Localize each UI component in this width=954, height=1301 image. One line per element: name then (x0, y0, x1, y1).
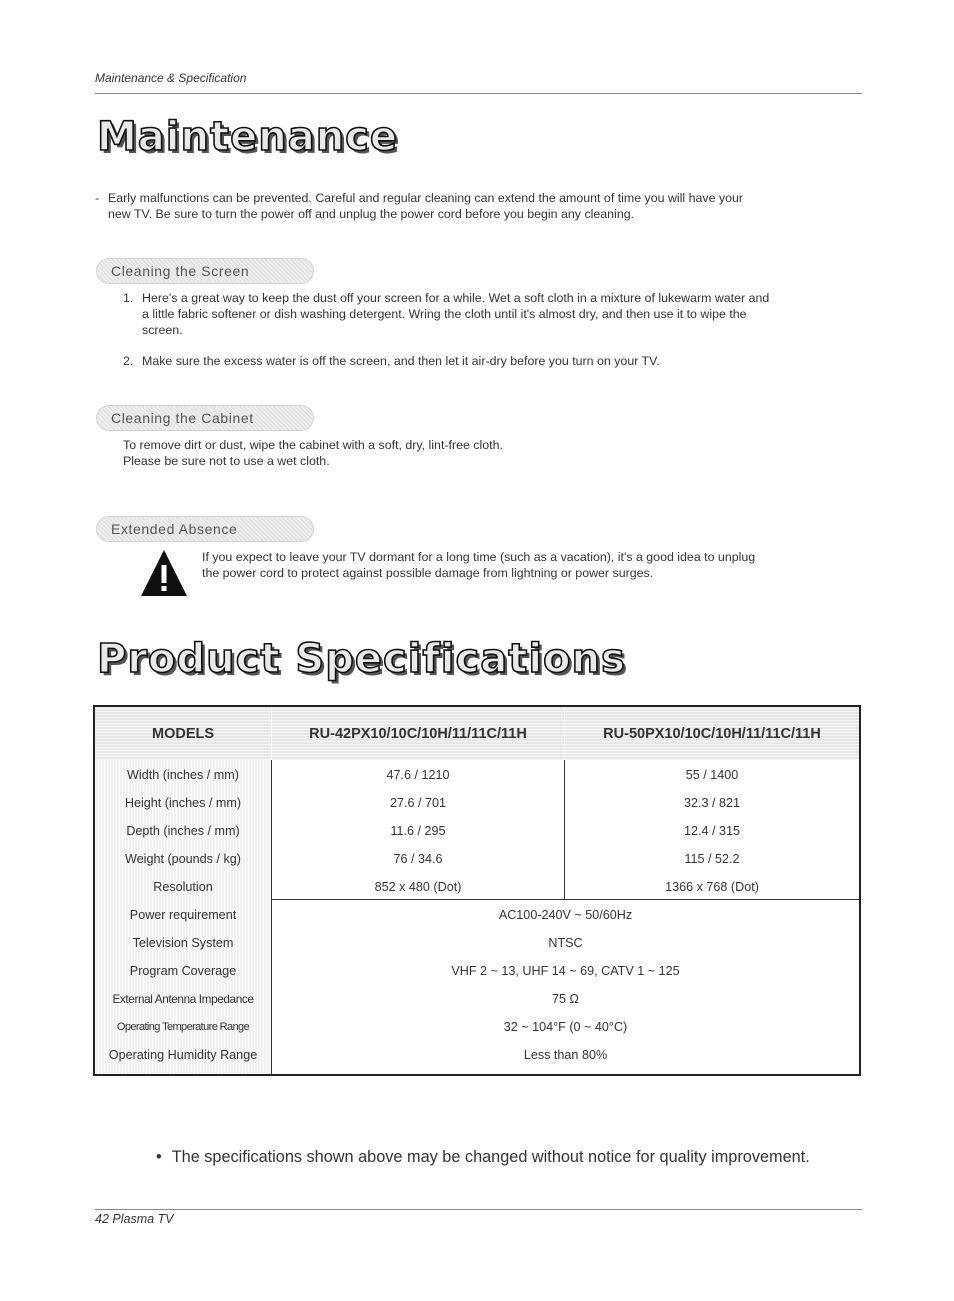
cleaning-screen-step-2 (123, 353, 823, 369)
step-line: screen. (142, 323, 183, 337)
running-header: Maintenance & Specification (95, 71, 247, 85)
spec-value: AC100-240V ~ 50/60Hz (498, 908, 633, 922)
absence-line: If you expect to leave your TV dormant for a long time (such as a vacation), it's a good idea to unplug (202, 550, 756, 564)
spec-label: External Antenna Impedance (112, 992, 254, 1006)
maintenance-title: Maintenance (97, 114, 399, 160)
spec-label: Width (inches / mm) (127, 768, 239, 782)
warning-triangle-icon (139, 548, 189, 598)
spec-label: Operating Temperature Range (116, 1021, 250, 1033)
maintenance-intro (95, 190, 855, 222)
step-number: 1. (123, 291, 134, 305)
spec-value: 47.6 / 1210 (386, 768, 450, 782)
header-divider (95, 93, 862, 94)
absence-line: the power cord to protect against possible damage from lightning or power surges. (202, 566, 654, 580)
cabinet-line: To remove dirt or dust, wipe the cabinet with a soft, dry, lint-free cloth. (123, 438, 503, 452)
spec-value: Less than 80% (523, 1048, 608, 1062)
product-specifications-title: Product Specifications (97, 636, 626, 682)
spec-label: Resolution (153, 880, 213, 894)
cleaning-screen-heading (96, 258, 314, 284)
specification-note (156, 1148, 810, 1167)
spec-value: NTSC (548, 936, 583, 950)
bullet-dot: • (156, 1148, 162, 1166)
spec-label: Power requirement (129, 908, 237, 922)
spec-value: 27.6 / 701 (389, 796, 447, 810)
cleaning-cabinet-heading-label: Cleaning the Cabinet (111, 410, 254, 426)
spec-value: 55 / 1400 (685, 768, 739, 782)
cabinet-line: Please be sure not to use a wet cloth. (123, 454, 330, 468)
header-model-42: RU-42PX10/10C/10H/11/11C/11H (272, 707, 564, 760)
cleaning-screen-heading-label: Cleaning the Screen (111, 263, 250, 279)
step-line: Make sure the excess water is off the screen, and then let it air-dry before you turn on your TV. (142, 354, 660, 368)
spec-value: 12.4 / 315 (683, 824, 741, 838)
spec-value: 75 Ω (552, 992, 579, 1006)
intro-dash: - (95, 191, 100, 205)
spec-label: Height (inches / mm) (124, 796, 242, 810)
intro-line: Early malfunctions can be prevented. Careful and regular cleaning can extend the amount of time you will have your (108, 191, 744, 205)
extended-absence-heading (96, 516, 314, 542)
spec-value: 115 / 52.2 (684, 852, 740, 866)
spec-value: 32 ~ 104°F (0 ~ 40°C) (503, 1020, 628, 1034)
spec-value: 852 x 480 (Dot) (374, 880, 462, 894)
cleaning-screen-step-1 (123, 290, 823, 338)
header-models: MODELS (95, 707, 271, 760)
note-text: The specifications shown above may be changed without notice for quality improvement. (171, 1148, 810, 1166)
intro-line: new TV. Be sure to turn the power off and unplug the power cord before you begin any cleaning. (108, 207, 635, 221)
spec-label: Operating Humidity Range (108, 1048, 258, 1062)
spec-label: Television System (132, 936, 234, 950)
spec-label: Depth (inches / mm) (126, 824, 240, 838)
row-divider (272, 899, 859, 900)
spec-label: Program Coverage (129, 964, 237, 978)
extended-absence-heading-label: Extended Absence (111, 521, 238, 537)
spec-value: 11.6 / 295 (390, 824, 446, 838)
footer-divider (95, 1209, 862, 1210)
page-footer: 42 Plasma TV (95, 1212, 174, 1226)
step-line: a little fabric softener or dish washing detergent. Wring the cloth until it's almost dry, and then use it to wipe the (142, 307, 747, 321)
spec-label: Weight (pounds / kg) (125, 852, 241, 866)
header-model-50: RU-50PX10/10C/10H/11/11C/11H (565, 707, 859, 760)
spec-value: 76 / 34.6 (393, 852, 443, 866)
step-line: Here's a great way to keep the dust off your screen for a while. Wet a soft cloth in a mixture of lukewarm water and (142, 291, 770, 305)
specifications-table (93, 705, 861, 1076)
step-number: 2. (123, 354, 134, 368)
spec-value: VHF 2 ~ 13, UHF 14 ~ 69, CATV 1 ~ 125 (451, 964, 680, 978)
spec-value: 32.3 / 821 (683, 796, 741, 810)
cleaning-cabinet-heading (96, 405, 314, 431)
spec-value: 1366 x 768 (Dot) (665, 880, 759, 894)
